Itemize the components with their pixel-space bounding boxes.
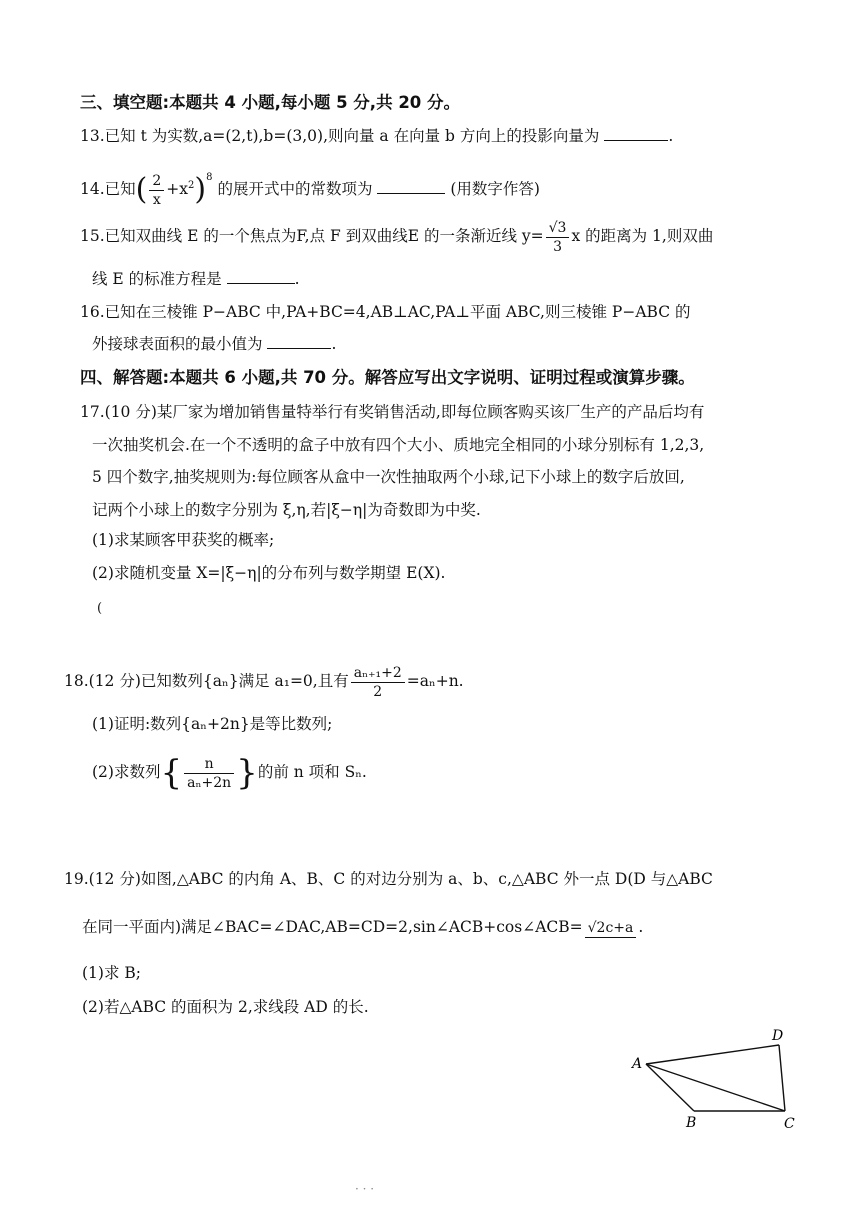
question-14-prefix: 14.已知 <box>80 180 136 198</box>
frac-num: 2 <box>149 172 164 191</box>
question-19-line-2 <box>82 907 643 947</box>
question-19-line-1: 19.(12 分)如图,△ABC 的内角 A、B、C 的对边分别为 a、b、c,△ABC 外一点 D(D 与△ABC <box>64 870 713 888</box>
answer-blank-13 <box>604 126 668 141</box>
question-18-fraction <box>351 664 405 701</box>
question-18-part-1: (1)证明:数列{aₙ+2n}是等比数列; <box>92 715 333 733</box>
frac-num: aₙ₊₁+2 <box>351 664 405 683</box>
question-19-part-1: (1)求 B; <box>82 964 141 982</box>
question-16-line-1: 16.已知在三棱锥 P−ABC 中,PA+BC=4,AB⊥AC,PA⊥平面 ABC,则三棱锥 P−ABC 的 <box>80 303 691 321</box>
question-13 <box>80 125 673 147</box>
question-17-line-2: 一次抽奖机会.在一个不透明的盒子中放有四个大小、质地完全相同的小球分别标有 1,2,3, <box>92 436 705 454</box>
question-15-line-2-text: 线 E 的标准方程是 <box>92 270 222 288</box>
frac-num: √3 <box>546 219 570 238</box>
plus-term: +x <box>166 180 189 198</box>
inner-exponent: 2 <box>188 179 195 191</box>
part-2-suffix: 的前 n 项和 Sₙ. <box>257 763 367 781</box>
question-16-end: . <box>331 335 337 353</box>
frac-den: x <box>152 191 161 208</box>
question-17-line-3: 5 四个数字,抽奖规则为:每位顾客从盒中一次性抽取两个小球,记下小球上的数字后放回, <box>92 468 685 486</box>
segment-ac <box>646 1064 785 1111</box>
segment-dc <box>779 1045 785 1111</box>
question-19-end: . <box>638 918 644 936</box>
section-4-heading: 四、解答题:本题共 6 小题,共 70 分。解答应写出文字说明、证明过程或演算步骤。 <box>80 368 695 387</box>
question-18-part-2-fraction <box>184 755 234 792</box>
footer-dots: · · · <box>355 1182 375 1196</box>
part-2-prefix: (2)求数列 <box>92 763 161 781</box>
segment-ad <box>646 1045 779 1064</box>
question-16-line-2 <box>92 333 336 355</box>
question-19-line-2-pre: 在同一平面内)满足∠BAC=∠DAC,AB=CD=2,sin∠ACB+cos∠ACB= <box>82 918 583 936</box>
question-17-line-4: 记两个小球上的数字分别为 ξ,η,若|ξ−η|为奇数即为中奖. <box>92 501 481 519</box>
frac-den: 3 <box>553 238 562 255</box>
question-15-end: . <box>294 270 300 288</box>
frac-num: √2c+a <box>585 919 637 938</box>
question-17-line-1: 17.(10 分)某厂家为增加销售量特举行有奖销售活动,即每位顾客购买该厂生产的产品后均有 <box>80 403 705 421</box>
segment-ab <box>646 1064 694 1111</box>
question-15-line-1 <box>80 218 713 256</box>
question-18-part-2: (2)求数列{ $\frac{n}{\text{aₙ+2n}}$ }的前 n 项和 Sₙ. <box>92 753 367 793</box>
question-15-pre: 15.已知双曲线 E 的一个焦点为F,点 F 到双曲线E 的一条渐近线 y= <box>80 227 544 245</box>
question-16-line-2-text: 外接球表面积的最小值为 <box>92 335 263 353</box>
answer-blank-14 <box>377 179 445 194</box>
question-14-note: (用数字作答) <box>450 180 540 198</box>
label-c: C <box>784 1116 795 1132</box>
frac-den: 2 <box>373 683 383 700</box>
label-d: D <box>772 1028 784 1044</box>
question-17-part-2: (2)求随机变量 X=|ξ−η|的分布列与数学期望 E(X). <box>92 564 446 582</box>
label-a: A <box>632 1056 643 1072</box>
section-3-heading: 三、填空题:本题共 4 小题,每小题 5 分,共 20 分。 <box>80 93 461 112</box>
question-13-text: 13.已知 t 为实数,a=(2,t),b=(3,0),则向量 a 在向量 b 方向上的投影向量为 <box>80 127 600 145</box>
question-18-suffix: =aₙ+n. <box>406 672 464 690</box>
question-15-post: x 的距离为 1,则双曲 <box>571 227 714 245</box>
question-14: 14.已知( $\frac{2}{x}$ $+x^2)^8$ 的展开式中的常数项为 (用数字作答) <box>80 172 540 208</box>
stray-mark: ( <box>97 601 103 616</box>
triangle-figure <box>620 1020 810 1135</box>
answer-blank-16 <box>267 334 331 349</box>
answer-blank-15 <box>227 269 295 284</box>
frac-den: aₙ+2n <box>187 774 232 791</box>
question-18-prefix: 18.(12 分)已知数列{aₙ}满足 a₁=0,且有 <box>64 672 349 690</box>
question-14-fraction <box>149 172 164 209</box>
question-17-part-1: (1)求某顾客甲获奖的概率; <box>92 531 275 549</box>
frac-num: n <box>184 755 234 774</box>
label-b: B <box>686 1115 697 1131</box>
question-13-end: . <box>668 127 674 145</box>
question-15-fraction <box>546 219 570 256</box>
outer-exponent: 8 <box>206 172 213 183</box>
question-19-part-2: (2)若△ABC 的面积为 2,求线段 AD 的长. <box>82 998 369 1016</box>
question-18 <box>64 663 464 701</box>
question-14-suffix: 的展开式中的常数项为 <box>217 180 373 198</box>
question-19-fraction <box>585 919 637 938</box>
question-15-line-2 <box>92 268 300 290</box>
